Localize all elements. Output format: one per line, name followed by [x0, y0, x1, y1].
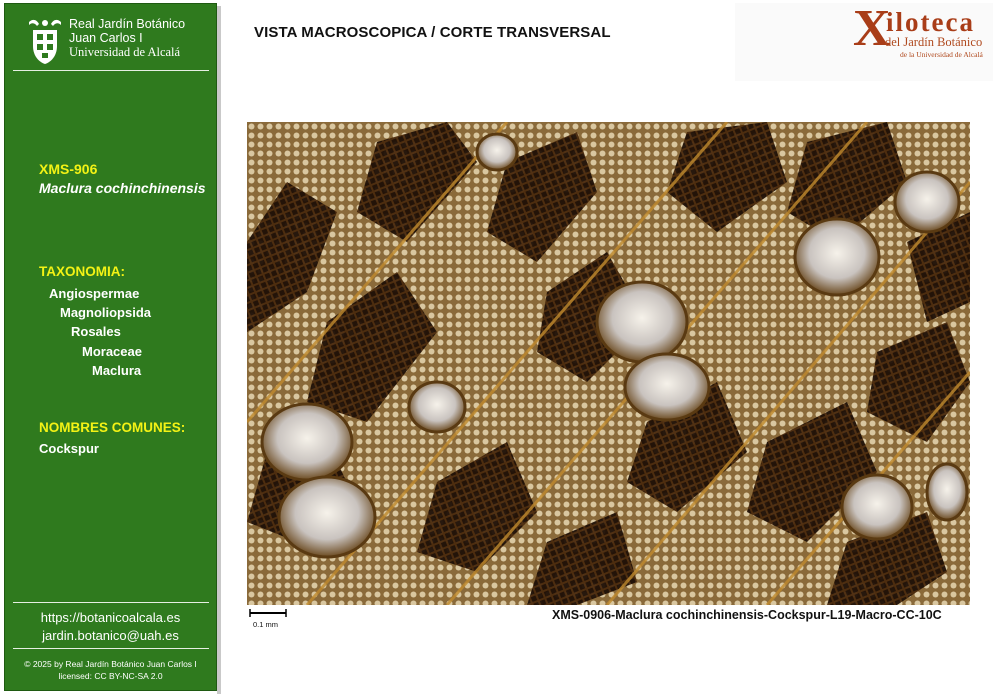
divider [13, 70, 209, 71]
divider [13, 602, 209, 603]
taxonomy-clade: Angiospermae [49, 286, 140, 301]
taxonomy-genus: Maclura [92, 363, 142, 378]
university-crest-icon [23, 16, 67, 66]
specimen-code: XMS-906 [39, 161, 98, 177]
institution-name-line2: Juan Carlos I [69, 31, 143, 45]
xiloteca-logo-university: de la Universidad de Alcalá [900, 50, 983, 59]
license-line: licensed: CC BY-NC-SA 2.0 [58, 671, 163, 681]
website-link[interactable]: https://botanicoalcala.es [40, 610, 181, 625]
common-names-heading: NOMBRES COMUNES: [39, 420, 186, 435]
common-name: Cockspur [39, 441, 99, 456]
image-caption: XMS-0906-Maclura cochinchinensis-Cockspur-L19-Macro-CC-10C [552, 608, 942, 622]
info-sidebar [4, 3, 217, 691]
taxonomy-family: Moraceae [82, 344, 142, 359]
scale-label: 0.1 mm [253, 620, 279, 629]
xiloteca-logo-x: X [853, 0, 891, 57]
xiloteca-logo [735, 0, 993, 81]
institution-logo [23, 14, 208, 69]
xiloteca-logo-subtitle: del Jardín Botánico [885, 35, 983, 49]
taxonomy-order: Rosales [71, 324, 121, 339]
wood-cross-section-micrograph [247, 122, 970, 605]
email-link[interactable]: jardin.botanico@uah.es [42, 628, 179, 643]
taxonomy-class: Magnoliopsida [60, 305, 151, 320]
page-title: VISTA MACROSCOPICA / CORTE TRANSVERSAL [254, 24, 611, 41]
institution-university: Universidad de Alcalá [69, 45, 181, 59]
sidebar-shadow [217, 6, 221, 694]
scale-bar [249, 609, 287, 617]
divider [13, 648, 209, 649]
institution-name-line1: Real Jardín Botánico [69, 17, 186, 31]
taxonomy-heading: TAXONOMIA: [39, 264, 125, 279]
species-name: Maclura cochinchinensis [39, 180, 206, 196]
copyright-line: © 2025 by Real Jardín Botánico Juan Carlos I [24, 659, 197, 669]
xiloteca-logo-word: iloteca [886, 7, 975, 37]
